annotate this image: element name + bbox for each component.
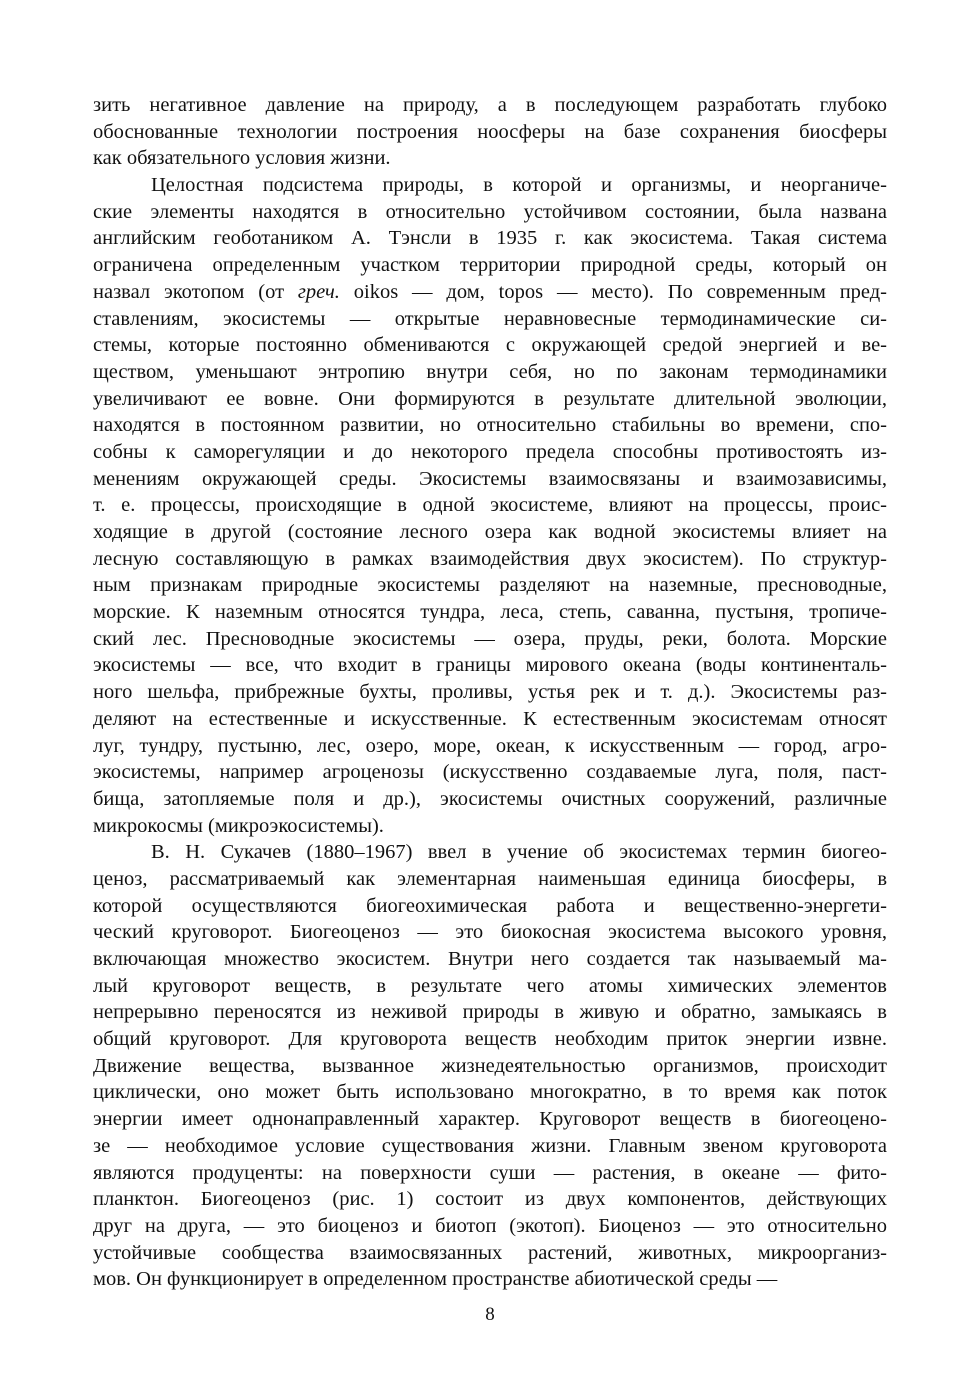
page-number: 8: [485, 1304, 495, 1325]
text-line: обоснованные технологии построения ноосферы на базе сохранения биосферы: [93, 120, 887, 143]
text-line: ного шельфа, прибрежные бухты, проливы, устья рек и т. д.). Экосистемы раз-: [93, 681, 887, 704]
text-line: стемы, которые постоянно обмениваются с окружающей средой энергией и ве-: [93, 334, 887, 357]
text-line: зе — необходимое условие существования жизни. Главным звеном круговорота: [93, 1134, 887, 1157]
text-line: ным признакам природные экосистемы разделяют на наземные, пресноводные,: [93, 574, 887, 597]
text-line: назвал экотопом (от греч. oikos — дом, topos — место). По современным пред-: [93, 280, 887, 303]
text-line: ставлениям, экосистемы — открытые неравновесные термодинамические си-: [93, 307, 887, 330]
text-line: мов. Он функционирует в определенном пространстве абиотической среды —: [93, 1268, 778, 1291]
text-line: ценоз, рассматриваемый как элементарная наименьшая единица биосферы, в: [93, 867, 887, 890]
page-body: [93, 92, 887, 1293]
text-line: лый круговорот веществ, в результате чего атомы химических элементов: [93, 974, 887, 997]
text-line: луг, тундру, пустыню, лес, озеро, море, океан, к искусственным — город, агро-: [93, 734, 887, 757]
italic-term: греч.: [297, 280, 340, 303]
text-line: ограничена определенным участком территории природной среды, который он: [93, 254, 887, 277]
text-line: ходящие в другой (состояние лесного озера как водной экосистемы влияет на: [93, 521, 887, 543]
text-line: Движение вещества, вызванное жизнедеятельностью организмов, происходит: [93, 1054, 887, 1077]
text-line: друг на друга, — это биоценоз и биотоп (экотоп). Биоценоз — это относительно: [93, 1214, 887, 1237]
text-line: ществом, уменьшают энтропию внутри себя, но по законам термодинамики: [93, 360, 887, 383]
text-line: ские элементы находятся в относительно устойчивом состоянии, была названа: [93, 200, 887, 223]
text-line: бища, затопляемые поля и др.), экосистемы очистных сооружений, различные: [93, 787, 887, 810]
text-line: ческий круговорот. Биогеоценоз — это биокосная экосистема высокого уровня,: [93, 921, 887, 944]
text-line: зить негативное давление на природу, а в последующем разработать глубоко: [93, 94, 887, 116]
text-line: которой осуществляются биогеохимическая работа и вещественно-энергети-: [93, 894, 887, 917]
text-line: экосистемы, например агроценозы (искусственно создаваемые луга, поля, паст-: [93, 761, 887, 784]
text-line: находятся в постоянном развитии, но относительно стабильны во времени, спо-: [93, 414, 887, 437]
text-line: Целостная подсистема природы, в которой и организмы, и неорганиче-: [151, 174, 887, 197]
text-line: деляют на естественные и искусственные. К естественным экосистемам относят: [93, 707, 887, 730]
text-line: английским геоботаником А. Тэнсли в 1935 г. как экосистема. Такая система: [93, 227, 887, 250]
text-line: непрерывно переносятся из неживой природы в живую и обратно, замыкаясь в: [93, 1001, 887, 1024]
text-line: ский лес. Пресноводные экосистемы — озера, пруды, реки, болота. Морские: [93, 627, 887, 650]
text-line: как обязательного условия жизни.: [93, 147, 391, 170]
text-line: планктон. Биогеоценоз (рис. 1) состоит из двух компонентов, действующих: [93, 1188, 887, 1211]
text-line: собны к саморегуляции и до некоторого предела способны противостоять из-: [93, 440, 887, 463]
text-line: экосистемы — все, что входит в границы мирового океана (воды континенталь-: [93, 654, 887, 677]
text-line: микрокосмы (микроэкосистемы).: [93, 814, 384, 837]
text-line: общий круговорот. Для круговорота веществ необходим приток энергии извне.: [93, 1028, 887, 1051]
text-line: энергии имеет однонаправленный характер. Круговорот веществ в биогеоцено-: [93, 1108, 887, 1131]
text-line: циклически, оно может быть использовано многократно, в то время как поток: [93, 1081, 887, 1104]
text-line: морские. К наземным относятся тундра, леса, степь, саванна, пустыня, тропиче-: [93, 601, 887, 624]
text-line: являются продуценты: на поверхности суши — растения, в океане — фито-: [93, 1161, 887, 1184]
text-line: т. е. процессы, происходящие в одной экосистеме, влияют на процессы, проис-: [93, 494, 887, 517]
text-line: увеличивают ее вовне. Они формируются в результате длительной эволюции,: [93, 387, 887, 410]
text-line: менениям окружающей среды. Экосистемы взаимосвязаны и взаимозависимы,: [93, 467, 887, 490]
text-line: В. Н. Сукачев (1880–1967) ввел в учение об экосистемах термин биогео-: [151, 841, 887, 864]
text-line: лесную составляющую в рамках взаимодействия двух экосистем). По структур-: [93, 547, 887, 570]
text-line: устойчивые сообщества взаимосвязанных растений, животных, микроорганиз-: [93, 1241, 887, 1264]
text-line: включающая множество экосистем. Внутри него создается так называемый ма-: [93, 948, 887, 970]
